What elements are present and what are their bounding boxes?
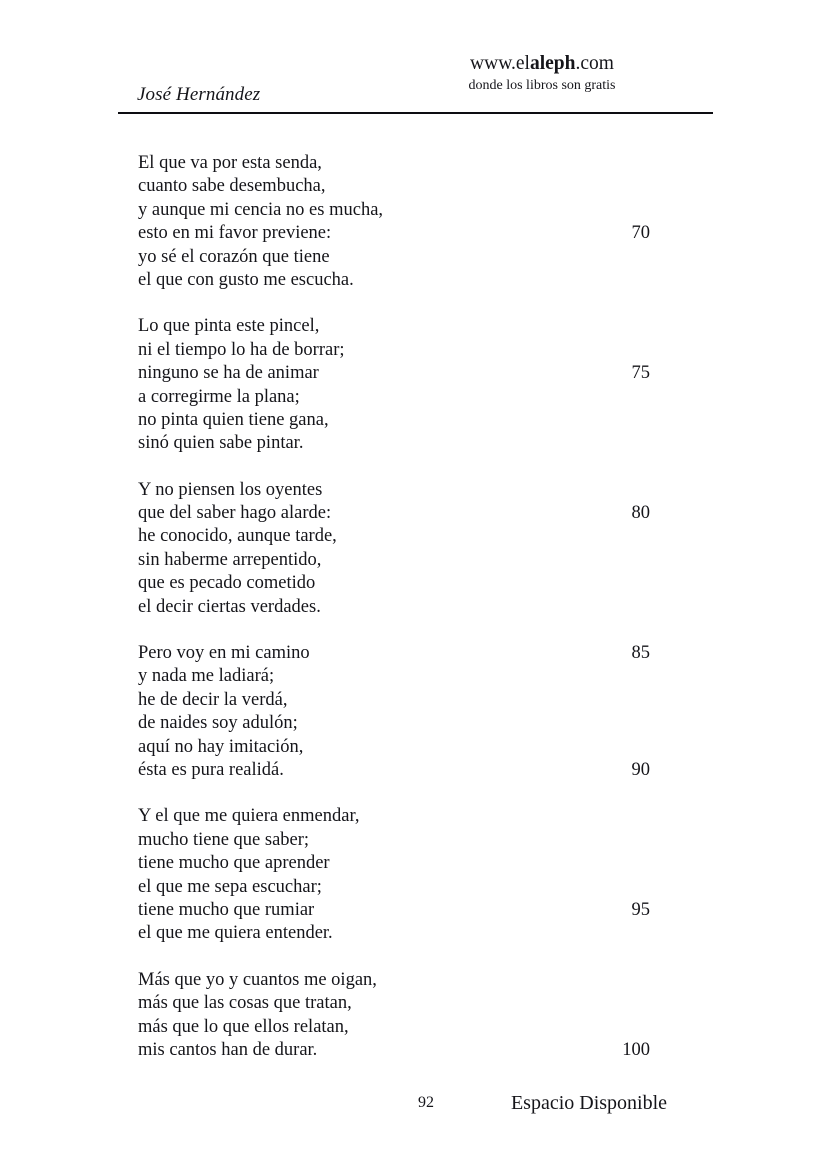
- verse-text: el que me quiera entender.: [138, 923, 333, 944]
- verse-text: Lo que pinta este pincel,: [138, 316, 320, 337]
- verse-line: [138, 829, 658, 852]
- verse-text: aquí no hay imitación,: [138, 736, 304, 757]
- verse-line: [138, 175, 658, 198]
- verse-line: [138, 992, 658, 1015]
- stanza: [138, 152, 658, 292]
- verse-text: el que con gusto me escucha.: [138, 269, 354, 290]
- brand-url-prefix: www.el: [470, 53, 530, 74]
- verse-text: ni el tiempo lo ha de borrar;: [138, 339, 345, 360]
- poem-body: [138, 152, 658, 1062]
- stanza: [138, 642, 658, 782]
- verse-text: sin haberme arrepentido,: [138, 549, 322, 570]
- verse-line: [138, 1039, 658, 1062]
- verse-line: [138, 969, 658, 992]
- verse-text: mis cantos han de durar.: [138, 1039, 318, 1060]
- verse-text: mucho tiene que saber;: [138, 829, 310, 850]
- verse-text: esto en mi favor previene:: [138, 223, 332, 244]
- verse-line-number: 90: [631, 759, 650, 780]
- verse-line: [138, 596, 658, 619]
- verse-line-number: 75: [631, 363, 650, 384]
- verse-line: [138, 525, 658, 548]
- verse-text: Y no piensen los oyentes: [138, 479, 323, 500]
- verse-line: [138, 642, 658, 665]
- page-footer: [118, 1092, 713, 1126]
- verse-text: que del saber hago alarde:: [138, 503, 332, 524]
- verse-line: [138, 805, 658, 828]
- verse-text: El que va por esta senda,: [138, 153, 322, 173]
- verse-line: [138, 876, 658, 899]
- verse-line-number: 80: [631, 503, 650, 524]
- verse-line: [138, 246, 658, 269]
- verse-line: [138, 572, 658, 595]
- verse-line: [138, 689, 658, 712]
- verse-text: Pero voy en mi camino: [138, 643, 310, 664]
- verse-text: el que me sepa escuchar;: [138, 876, 322, 897]
- verse-line: [138, 549, 658, 572]
- verse-line: [138, 479, 658, 502]
- verse-text: sinó quien sabe pintar.: [138, 433, 304, 454]
- verse-text: he de decir la verdá,: [138, 689, 288, 710]
- stanza: [138, 479, 658, 619]
- page-header: [118, 52, 713, 108]
- verse-line-number: 85: [631, 643, 650, 664]
- publisher-brand: [377, 52, 707, 96]
- verse-text: Y el que me quiera enmendar,: [138, 806, 360, 827]
- header-divider: [118, 112, 713, 114]
- verse-text: ninguno se ha de animar: [138, 363, 319, 384]
- brand-url-suffix: .com: [575, 53, 614, 74]
- stanza: [138, 969, 658, 1063]
- verse-line: [138, 269, 658, 292]
- verse-text: y aunque mi cencia no es mucha,: [138, 199, 384, 220]
- verse-text: y nada me ladiará;: [138, 666, 275, 687]
- verse-line: [138, 199, 658, 222]
- brand-tagline: donde los libros son gratis: [468, 78, 616, 93]
- page-number: 92: [418, 1094, 434, 1111]
- verse-line: [138, 432, 658, 455]
- verse-text: cuanto sabe desembucha,: [138, 176, 326, 197]
- verse-line: [138, 315, 658, 338]
- verse-line: [138, 339, 658, 362]
- verse-line: [138, 852, 658, 875]
- author-name: José Hernández: [137, 84, 261, 105]
- verse-line: [138, 362, 658, 385]
- verse-line: [138, 665, 658, 688]
- brand-url: [377, 52, 707, 76]
- verse-line: [138, 502, 658, 525]
- verse-line: [138, 759, 658, 782]
- verse-text: tiene mucho que rumiar: [138, 899, 315, 920]
- verse-text: Más que yo y cuantos me oigan,: [138, 969, 377, 990]
- footer-note: Espacio Disponible: [510, 1092, 668, 1114]
- verse-line-number: 100: [622, 1039, 650, 1060]
- verse-line: [138, 922, 658, 945]
- verse-line: [138, 152, 658, 175]
- verse-line: [138, 409, 658, 432]
- verse-text: ésta es pura realidá.: [138, 759, 284, 780]
- verse-line: [138, 222, 658, 245]
- verse-line-number: 95: [631, 899, 650, 920]
- verse-text: el decir ciertas verdades.: [138, 596, 321, 617]
- verse-text: tiene mucho que aprender: [138, 853, 330, 874]
- verse-line: [138, 736, 658, 759]
- verse-text: no pinta quien tiene gana,: [138, 409, 329, 430]
- stanza: [138, 315, 658, 455]
- verse-line: [138, 899, 658, 922]
- verse-text: más que lo que ellos relatan,: [138, 1016, 349, 1037]
- verse-line: [138, 712, 658, 735]
- verse-text: he conocido, aunque tarde,: [138, 526, 337, 547]
- verse-text: que es pecado cometido: [138, 573, 316, 594]
- verse-line: [138, 1016, 658, 1039]
- stanza: [138, 805, 658, 945]
- verse-text: de naides soy adulón;: [138, 713, 298, 734]
- verse-line-number: 70: [631, 223, 650, 244]
- brand-url-bold: aleph: [529, 53, 576, 74]
- verse-line: [138, 386, 658, 409]
- verse-text: más que las cosas que tratan,: [138, 993, 352, 1014]
- verse-text: yo sé el corazón que tiene: [138, 246, 330, 267]
- verse-text: a corregirme la plana;: [138, 386, 300, 407]
